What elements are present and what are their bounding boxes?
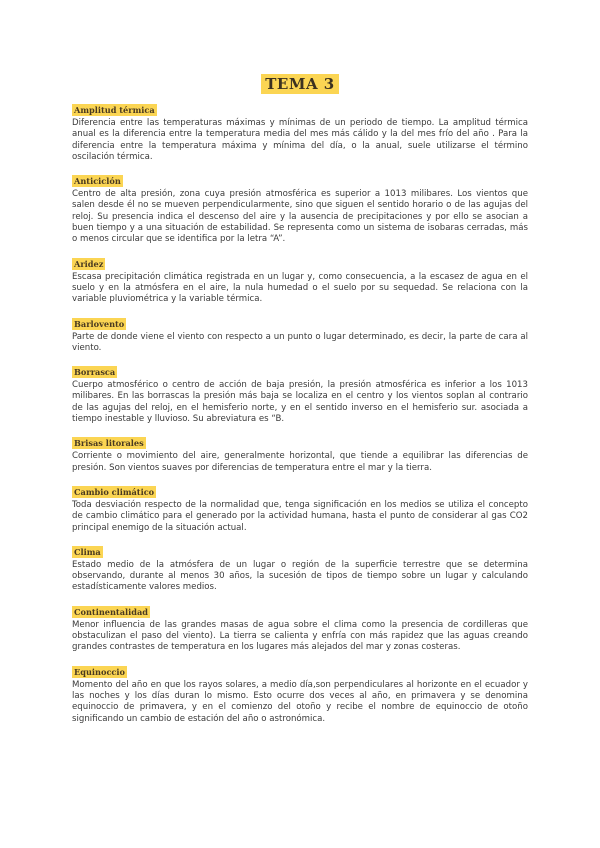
glossary-term: [72, 660, 528, 725]
term-title: Amplitud térmica: [74, 105, 155, 115]
glossary-term: [72, 98, 528, 163]
term-title: Clima: [74, 546, 101, 557]
term-definition: Cuerpo atmosférico o centro de acción de baja presión, la presión atmosférica es inferior a los 1013 milibares. En las borrascas la presión más baja se localiza en el centro y los vientos soplan al contrario de las agujas del reloj, en el hemisferio norte, y en el sentido inverso en el hemisferio sur. asociada a tiempo inestable y lluvioso. Su abreviatura es “B.: [72, 380, 528, 425]
glossary-term: [72, 169, 528, 245]
term-title: Aridez: [74, 258, 104, 269]
glossary-term: [72, 431, 528, 474]
page-title: TEMA 3: [261, 74, 339, 94]
term-definition: Menor influencia de las grandes masas de agua sobre el clima como la presencia de cordilleras que obstaculizan el paso del viento). La tierra se calienta y enfría con más rapidez que las aguas creando grandes contrastes de temperatura en los lugares más alejados del mar y zonas costeras.: [72, 619, 528, 653]
term-definition: Diferencia entre las temperaturas máximas y mínimas de un periodo de tiempo. La amplitud térmica anual es la diferencia entre la temperatura media del mes más cálido y la del mes frío del año . Para la diferencia entre la temperatura máxima y mínima del día, o la anual, suele utilizarse el término oscilación térmica.: [72, 118, 528, 162]
glossary-term: [72, 480, 528, 534]
term-definition: Parte de donde viene el viento con respecto a un punto o lugar determinado, es decir, la parte de cara al viento.: [72, 331, 528, 353]
term-title: Barlovento: [74, 318, 125, 329]
term-definition: Momento del año en que los rayos solares, a medio día,son perpendiculares al horizonte en el ecuador y las noches y los días duran lo mismo. Esto ocurre dos veces al año, en primavera y se denomina equinoccio de primavera, y en el comienzo del otoño y recibe el nombre de equinoccio de otoño significando un cambio de estación del año o astronómica.: [72, 679, 528, 724]
term-definition: Corriente o movimiento del aire, generalmente horizontal, que tiende a equilibrar las diferencias de presión. Son vientos suaves por diferencias de temperatura entre el mar y la tierra.: [72, 451, 528, 473]
term-definition: Escasa precipitación climática registrada en un lugar y, como consecuencia, a la escasez de agua en el suelo y en la atmósfera en el aire, la nula humedad o el suelo por su sequedad. Se relaciona con la variable pluviométrica y la variable térmica.: [72, 271, 528, 305]
glossary-term: [72, 600, 528, 654]
glossary-term: [72, 360, 528, 425]
term-definition: Centro de alta presión, zona cuya presión atmosférica es superior a 1013 milibares. Los vientos que salen desde él no se mueven perpendicularmente, sino que siguen el sentido horario o de las agujas del reloj. Su presencia indica el descenso del aire y la ausencia de precipitaciones y por ello se asocian a buen tiempo y a una situación de estabilidad. Se representa como un sistema de isobaras cerradas, más o menos circular que se identifica por la letra “A”.: [72, 189, 528, 245]
term-definition: Estado medio de la atmósfera de un lugar o región de la superficie terrestre que se determina observando, durante al menos 30 años, la sucesión de tipos de tiempo sobre un lugar y calculando estadísticamente valores medios.: [72, 559, 528, 593]
title-container: [0, 74, 600, 94]
term-title: Brisas litorales: [74, 438, 144, 449]
glossary: [72, 98, 528, 731]
term-definition: Toda desviación respecto de la normalidad que, tenga significación en los medios se utiliza el concepto de cambio climático para el generado por la actividad humana, hasta el punto de considerar al gas CO2 principal enemigo de la situación actual.: [72, 499, 528, 533]
term-title: Equinoccio: [74, 666, 125, 677]
term-title: Continentalidad: [74, 606, 148, 617]
term-title: Anticiclón: [74, 176, 121, 187]
glossary-term: [72, 540, 528, 594]
term-title: Cambio climático: [74, 486, 155, 497]
glossary-term: [72, 312, 528, 355]
term-title: Borrasca: [74, 367, 116, 378]
glossary-term: [72, 252, 528, 306]
